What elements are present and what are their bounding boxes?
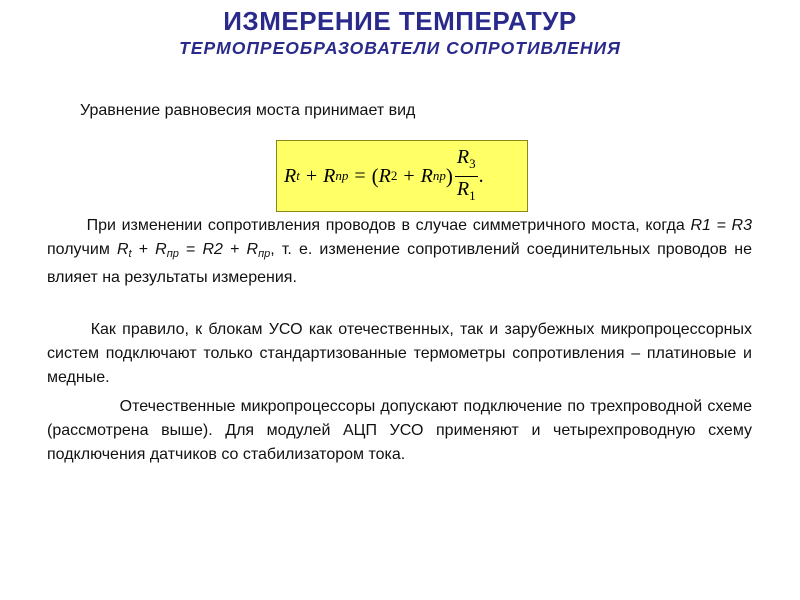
formula-sub-t: t — [296, 168, 300, 183]
para1-r: R — [116, 241, 129, 258]
para1-r2: R2 — [202, 241, 223, 258]
formula-r: R — [420, 164, 433, 187]
formula-sub-pr: пр — [432, 168, 446, 183]
para1-text-c: , т. е. изменение сопротивлений соединительных проводов не влияет на результаты измерения. — [47, 241, 753, 286]
bridge-equation — [284, 141, 484, 211]
formula-sub-2: 2 — [390, 168, 398, 183]
para3-text: Отечественные микропроцессоры допускают подключение по трехпроводной схеме (рассмотрена выше). Для модулей АЦП УСО применяют и четырехпроводную схему подключения датчиков со стабилизатором тока. — [47, 398, 753, 463]
formula-r: R — [323, 164, 336, 187]
page-subtitle: ТЕРМОПРЕОБРАЗОВАТЕЛИ СОПРОТИВЛЕНИЯ — [179, 38, 621, 58]
para1-sub-pr: пр — [258, 248, 271, 260]
para1-eq: = — [178, 241, 203, 258]
fraction-denominator — [455, 177, 478, 208]
formula-fraction — [455, 145, 478, 208]
paragraph-symmetric-bridge — [47, 214, 752, 290]
para1-r: R — [246, 241, 259, 258]
para1-sub-t: t — [128, 248, 132, 260]
formula-plus: + — [403, 164, 415, 187]
para1-text-a: При изменении сопротивления проводов в случае симметричного моста, когда — [86, 217, 691, 234]
para1-r1-r3: R1 = R3 — [690, 217, 752, 234]
formula-r: R — [378, 164, 391, 187]
formula-lparen: ( — [371, 163, 379, 188]
fraction-numerator — [455, 145, 478, 176]
formula-sub-1: 1 — [469, 187, 476, 203]
para1-plus: + — [222, 241, 247, 258]
paragraph-connection-schemes — [47, 395, 752, 467]
formula-r: R — [284, 164, 297, 187]
para1-sub-pr: пр — [166, 248, 179, 260]
para1-plus: + — [131, 241, 156, 258]
page-title: ИЗМЕРЕНИЕ ТЕМПЕРАТУР — [223, 6, 577, 36]
formula-sub-pr: пр — [335, 168, 349, 183]
formula-r: R — [456, 177, 470, 200]
formula-rparen: ) — [445, 163, 453, 188]
formula-sub-3: 3 — [469, 155, 476, 171]
formula-plus: + — [305, 164, 318, 187]
para1-r: R — [155, 241, 167, 258]
para1-text-b: получим — [47, 241, 117, 258]
formula-r: R — [456, 145, 470, 168]
para2-text: Как правило, к блокам УСО как отечественных, так и зарубежных микропроцессорных систем подключают только стандартизованные термометры сопротивления – платиновые и медные. — [47, 321, 752, 386]
formula-box — [276, 140, 528, 212]
formula-dot: . — [478, 164, 484, 187]
paragraph-uso-thermometers — [47, 318, 752, 390]
formula-equals: = — [354, 164, 366, 187]
intro-text: Уравнение равновесия моста принимает вид — [80, 102, 416, 119]
